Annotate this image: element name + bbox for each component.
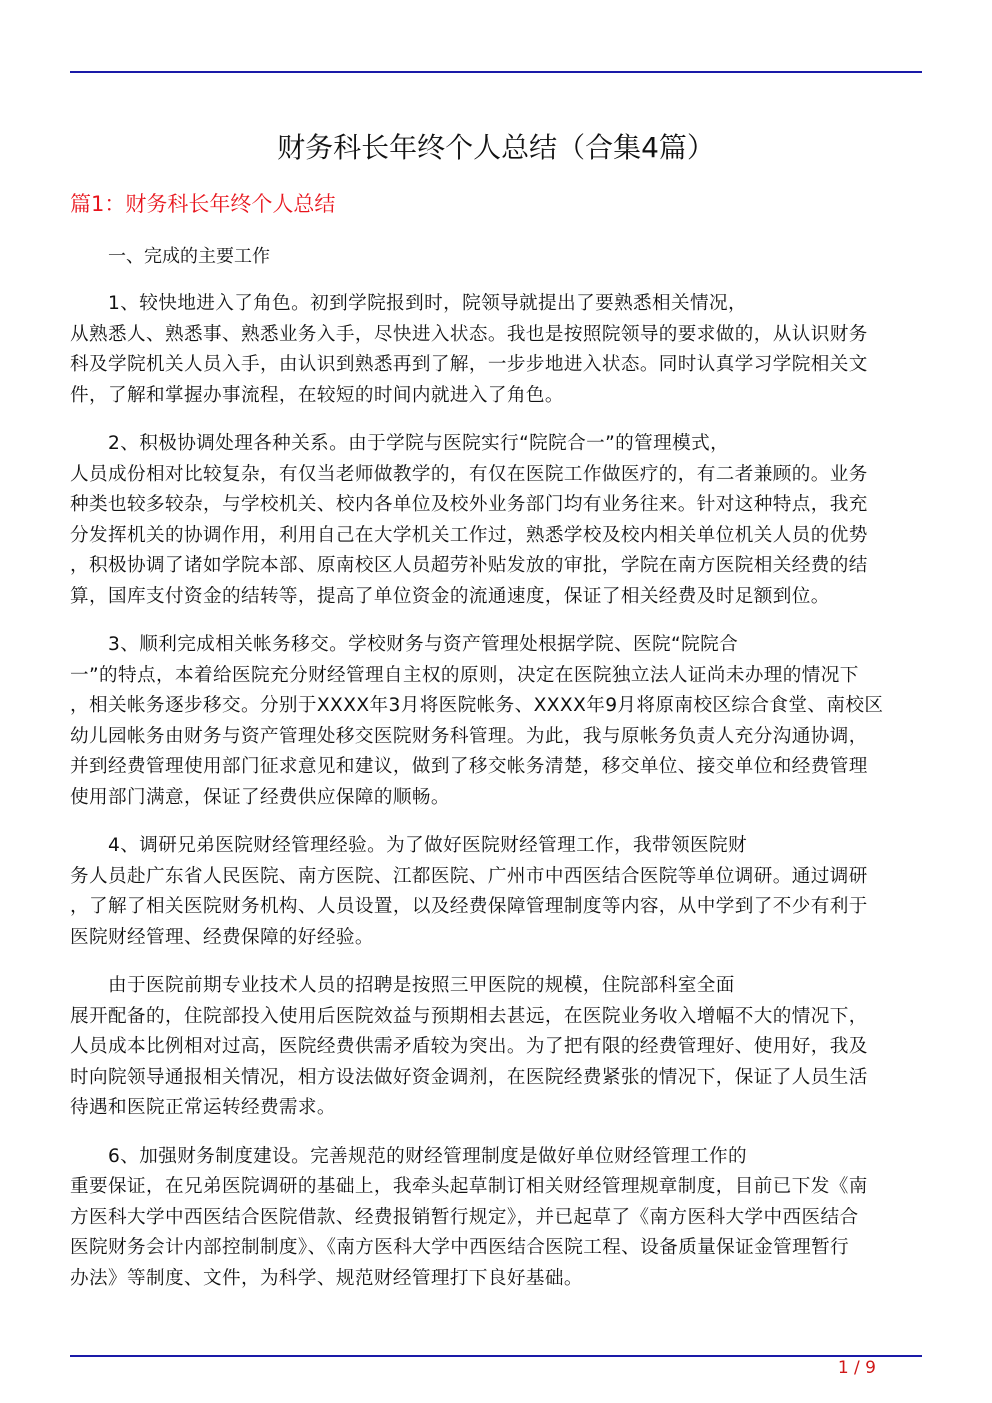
paragraph-line: 科及学院机关人员入手，由认识到熟悉再到了解，一步步地进入状态。同时认真学习学院相关文 [70, 354, 868, 375]
paragraph-line: 3、顺利完成相关帐务移交。学校财务与资产管理处根据学院、医院“院院合 [108, 634, 739, 655]
paragraph-line: 务人员赴广东省人民医院、南方医院、江都医院、广州市中西医结合医院等单位调研。通过调研 [70, 865, 868, 887]
paragraph-line: 时向院领导通报相关情况，相方设法做好资金调剂，在医院经费紧张的情况下，保证了人员生活 [70, 1066, 868, 1088]
paragraph-line: 医院财务会计内部控制制度》、《南方医科大学中西医结合医院工程、设备质量保证金管理暂行 [70, 1237, 850, 1258]
paragraph-line: 人员成份相对比较复杂，有仅当老师做教学的，有仅在医院工作做医疗的，有二者兼顾的。业务 [70, 463, 868, 485]
subheading: 一、完成的主要工作 [108, 246, 270, 267]
paragraph-line: 一”的特点，本着给医院充分财经管理自主权的原则，决定在医院独立法人证尚未办理的情况下 [70, 664, 859, 686]
paragraph-line: 展开配备的，住院部投入使用后医院效益与预期相去甚远，在医院业务收入增幅不大的情况下， [70, 1005, 868, 1027]
paragraph-line: 种类也较多较杂，与学校机关、校内各单位及校外业务部门均有业务往来。针对这种特点，我充 [70, 494, 868, 515]
paragraph-line: 使用部门满意，保证了经费供应保障的顺畅。 [70, 786, 450, 808]
paragraph-line: 由于医院前期专业技术人员的招聘是按照三甲医院的规模，住院部科室全面 [108, 975, 735, 996]
page-indicator: 1 / 9 [837, 1358, 876, 1378]
paragraph-line: 幼儿园帐务由财务与资产管理处移交医院财务科管理。为此，我与原帐务负责人充分沟通协调， [70, 725, 868, 747]
paragraph-line: 人员成本比例相对过高，医院经费供需矛盾较为突出。为了把有限的经费管理好、使用好，我及 [70, 1036, 868, 1057]
header-divider [70, 71, 922, 73]
paragraph-line: 6、加强财务制度建设。完善规范的财经管理制度是做好单位财经管理工作的 [108, 1145, 748, 1167]
paragraph-line: ，相关帐务逐步移交。分别于XXXX年3月将医院帐务、XXXX年9月将原南校区综合食堂、南校区 [70, 695, 884, 716]
paragraph [70, 971, 912, 1124]
paragraph-line: 2、积极协调处理各种关系。由于学院与医院实行“院院合一”的管理模式， [108, 433, 730, 454]
section-heading: 篇1：财务科长年终个人总结 [70, 192, 336, 216]
paragraph-line: 重要保证，在兄弟医院调研的基础上，我牵头起草制订相关财经管理规章制度，目前已下发《南 [70, 1176, 868, 1197]
paragraph-line: 4、调研兄弟医院财经管理经验。为了做好医院财经管理工作，我带领医院财 [108, 835, 748, 856]
document-body [70, 242, 912, 1312]
paragraph-line: ，积极协调了诸如学院本部、原南校区人员超劳补贴发放的审批，学院在南方医院相关经费的结 [70, 555, 868, 576]
paragraph-line: 1、较快地进入了角色。初到学院报到时，院领导就提出了要熟悉相关情况， [108, 293, 748, 314]
footer-divider [70, 1355, 922, 1357]
paragraph-line: 医院财经管理、经费保障的好经验。 [70, 926, 374, 948]
paragraph-line: 算，国库支付资金的结转等，提高了单位资金的流通速度，保证了相关经费及时足额到位。 [70, 585, 830, 607]
paragraph-line: 并到经费管理使用部门征求意见和建议，做到了移交帐务清楚，移交单位、接交单位和经费管理 [70, 756, 868, 777]
document-title: 财务科长年终个人总结（合集4篇） [277, 131, 715, 164]
paragraph-line: 从熟悉人、熟悉事、熟悉业务入手，尽快进入状态。我也是按照院领导的要求做的，从认识财务 [70, 323, 868, 345]
paragraph-line: 办法》等制度、文件，为科学、规范财经管理打下良好基础。 [70, 1267, 583, 1289]
paragraph-line: 待遇和医院正常运转经费需求。 [70, 1097, 336, 1118]
paragraph-line: 方医科大学中西医结合医院借款、经费报销暂行规定》，并已起草了《南方医科大学中西医结合 [70, 1206, 859, 1228]
paragraph-line: ，了解了相关医院财务机构、人员设置，以及经费保障管理制度等内容，从中学到了不少有利于 [70, 896, 868, 917]
paragraph [70, 630, 912, 813]
paragraph [70, 831, 912, 953]
paragraph-line: 件，了解和掌握办事流程，在较短的时间内就进入了角色。 [70, 384, 564, 406]
paragraph [70, 289, 912, 411]
paragraph [70, 429, 912, 612]
paragraph [70, 1142, 912, 1295]
paragraph-line: 分发挥机关的协调作用，利用自己在大学机关工作过，熟悉学校及校内相关单位机关人员的优势 [70, 524, 868, 546]
